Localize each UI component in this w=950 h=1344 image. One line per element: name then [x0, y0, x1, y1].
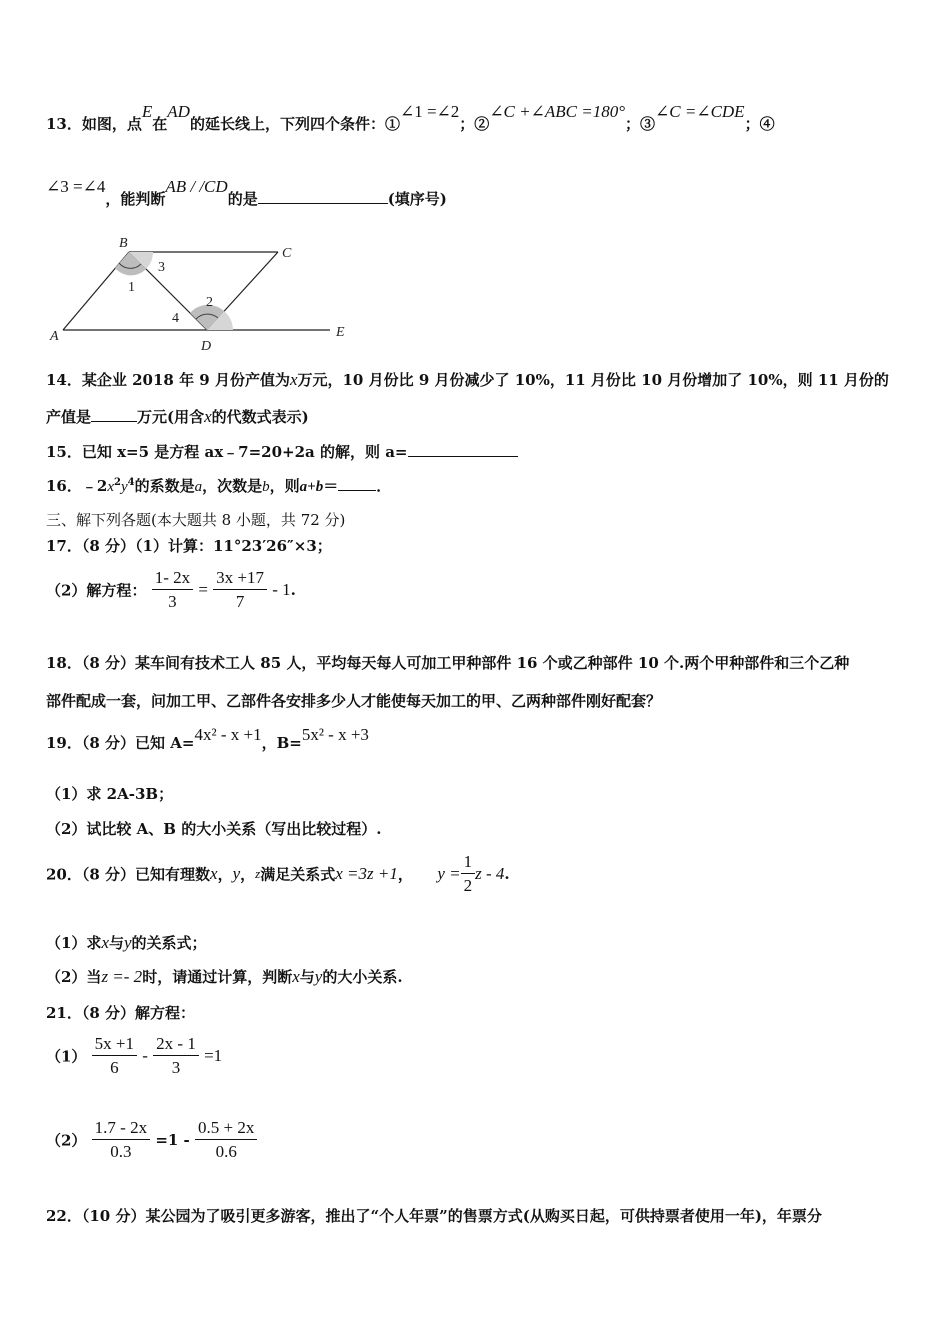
q15-answer-blank[interactable] [408, 456, 518, 457]
q21-eq2: （2） $\frac{1.7 - 2x}{0.3}$ =1 - $\frac{0.5 + 2x}{0.6}$ [46, 1118, 257, 1162]
q20-part1: （1）求x与y的关系式； [46, 933, 207, 952]
q14-line2: 产值是 万元(用含x的代数式表示) [46, 407, 309, 426]
q21-eq1: （1） $\frac{5x +1}{6}$ - $\frac{2x - 1}{3}$ =1 [46, 1034, 223, 1077]
q21-title: 21．（8 分）解方程： [46, 1004, 196, 1022]
q21-eq1-fraction-2: $\frac{2x - 1}{3}$ [153, 1034, 199, 1078]
q13-line2: ∠3 =∠4，能判断AB / /CD的是 (填序号) [46, 177, 447, 208]
q13-answer-blank[interactable] [258, 203, 388, 204]
q21-eq1-fraction-1: $\frac{5x +1}{6}$ [92, 1034, 137, 1078]
label-D: D [201, 339, 212, 354]
q21-eq2-fraction-1: $\frac{1.7 - 2x}{0.3}$ [92, 1118, 150, 1162]
label-E: E [336, 325, 345, 340]
q22-line1: 22．（10 分）某公园为了吸引更多游客，推出了“个人年票”的售票方式(从购买日起，可供持票者使用一年)，年票分 [46, 1207, 822, 1225]
q17-fraction-2: $\frac{3x +17}{7}$ [213, 568, 267, 612]
geometry-figure [40, 230, 360, 360]
label-1: 1 [128, 280, 135, 295]
q14-answer-blank[interactable] [91, 421, 137, 422]
q13-line1: 13．如图，点E在AD的延长线上，下列四个条件：①∠1 =∠2；②∠C +∠ABC =180°；③∠C =∠CDE；④ [46, 102, 775, 133]
label-2: 2 [206, 295, 213, 310]
q17-line1: 17．（8 分）（1）计算：11°23′26″×3； [46, 537, 332, 555]
q19-part2: （2）试比较 A、B 的大小关系（写出比较过程）. [46, 820, 382, 838]
q20-line1: 20．（8 分）已知有理数x，y，z满足关系式x =3z +1， y = $\frac{1}{2}$ z - 4. [46, 852, 510, 895]
q16-answer-blank[interactable] [338, 490, 376, 491]
q18-line2: 部件配成一套，问加工甲、乙部件各安排多少人才能使每天加工的甲、乙两种部件刚好配套？ [46, 692, 662, 710]
section-3-heading: 三、解下列各题(本大题共 8 小题，共 72 分) [46, 511, 346, 529]
q14-line1: 14．某企业 2018 年 9 月份产值为x万元，10 月份比 9 月份减少了 10%，11 月份比 10 月份增加了 10%，则 11 月份的 [46, 370, 889, 389]
label-B: B [119, 236, 128, 251]
label-A: A [50, 329, 59, 344]
label-4: 4 [172, 311, 179, 326]
q16: 16．$﹣2x^2y^4$的系数是a，次数是b，则a+b＝ ． [46, 477, 392, 495]
q15: 15．已知 x=5 是方程 ax﹣7=20+2a 的解，则 a= [46, 441, 518, 462]
q18-line1: 18．（8 分）某车间有技术工人 85 人，平均每天每人可加工甲种部件 16 个或乙种部件 10 个.两个甲种部件和三个乙种 [46, 654, 850, 672]
q20-part2: （2）当z =- 2时，请通过计算，判断x与y的大小关系. [46, 967, 403, 986]
q21-eq2-fraction-2: $\frac{0.5 + 2x}{0.6}$ [195, 1118, 257, 1162]
q19-line1: 19．（8 分）已知 A=4x² - x +1，B=5x² - x +3 [46, 725, 369, 752]
label-C: C [282, 246, 292, 261]
q17-line2: （2）解方程： $\frac{1- 2x}{3}$ = $\frac{3x +17}{7}$ - 1. [46, 568, 296, 611]
q20-fraction: $\frac{1}{2}$ [461, 852, 476, 896]
q19-part1: （1）求 2A-3B； [46, 785, 174, 803]
label-3: 3 [158, 260, 165, 275]
q17-fraction-1: $\frac{1- 2x}{3}$ [152, 568, 193, 612]
